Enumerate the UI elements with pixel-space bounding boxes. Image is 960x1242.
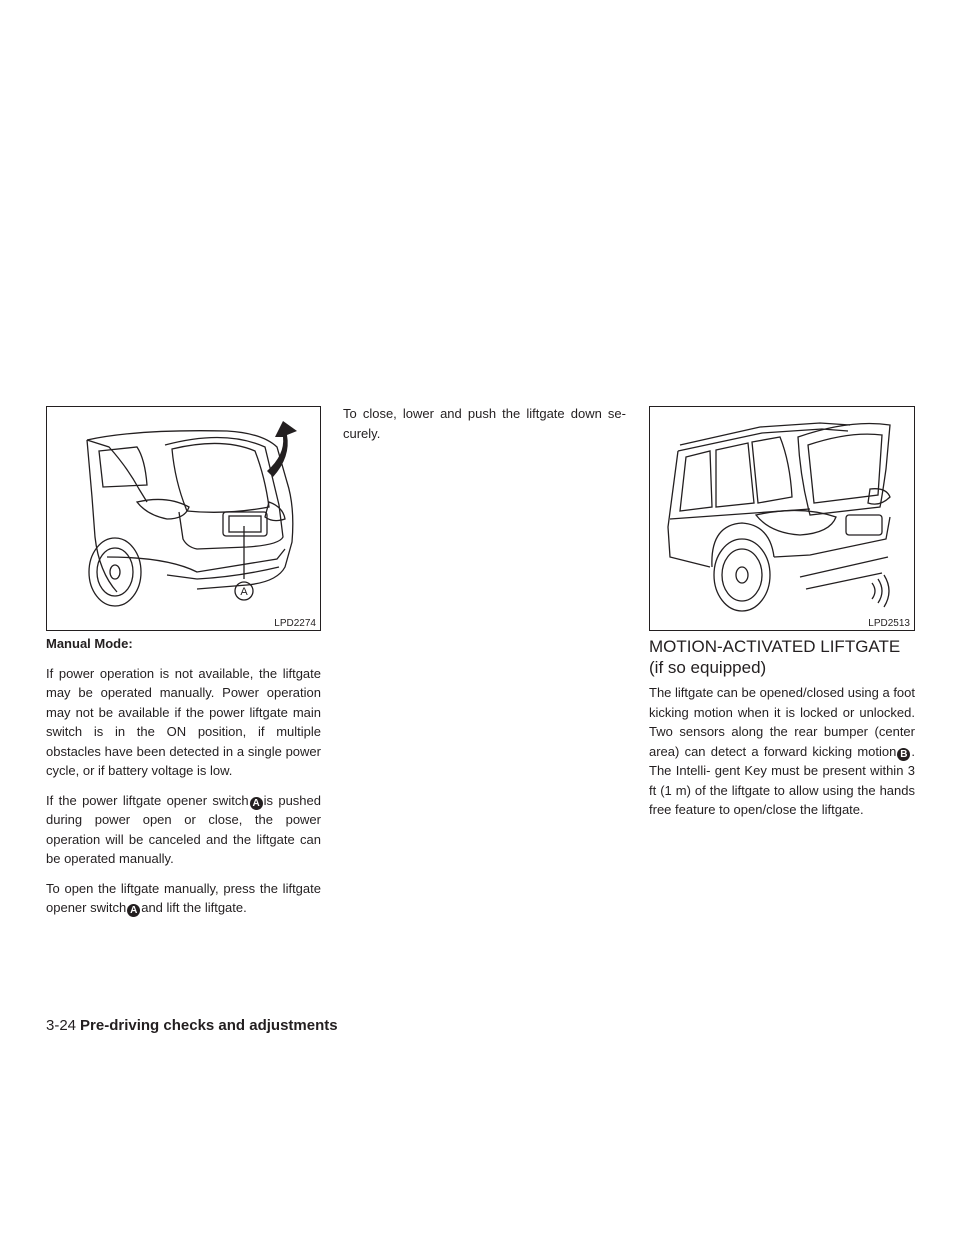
callout-b-icon: B: [897, 748, 910, 761]
figure-motion-liftgate: [649, 406, 915, 631]
column-manual-mode: [46, 634, 321, 928]
manual-mode-paragraph-2: If the power liftgate opener switch A is pushed during power open or close, the power operation will be canceled and the liftgate can be operated manually.: [46, 792, 321, 866]
figure-code: LPD2274: [274, 618, 316, 629]
figure-callout-label: A: [240, 586, 248, 598]
figure-liftgate-manual: [46, 406, 321, 631]
manual-mode-paragraph-3: To open the liftgate manually, press the liftgate opener switch A and lift the liftgate.: [46, 880, 321, 916]
page-footer: [46, 1017, 338, 1034]
callout-a-icon: A: [127, 904, 140, 917]
column-close-instructions: [343, 404, 626, 453]
page-number: 3-24: [46, 1017, 77, 1034]
liftgate-manual-illustration: [47, 407, 321, 631]
column-motion-liftgate: [649, 683, 915, 830]
motion-liftgate-paragraph: The liftgate can be opened/closed using a foot kicking motion when it is locked or unlocked. Two sensors along the rear bumper (center area) can detect a forward kicking motion B . The Intelli- gent Key must be present within 3 ft (1 m) of the liftgate to allow using the hands free feature to open/close the liftgate.: [649, 685, 915, 817]
motion-liftgate-illustration: [650, 407, 915, 631]
motion-liftgate-title: MOTION-ACTIVATED LIFTGATE (if so equipped): [649, 637, 901, 677]
callout-a-icon: A: [250, 797, 263, 810]
chapter-title: Pre-driving checks and adjustments: [80, 1017, 338, 1034]
manual-mode-heading: Manual Mode:: [46, 636, 133, 651]
figure-code: LPD2513: [868, 618, 910, 629]
manual-mode-paragraph-1: If power operation is not available, the liftgate may be operated manually. Power operation may not be available if the power liftgate main switch is in the ON position, if multiple obstacles have been detected in a single power cycle, or if battery voltage is low.: [46, 665, 321, 778]
close-paragraph: To close, lower and push the liftgate down se- curely.: [343, 406, 626, 441]
